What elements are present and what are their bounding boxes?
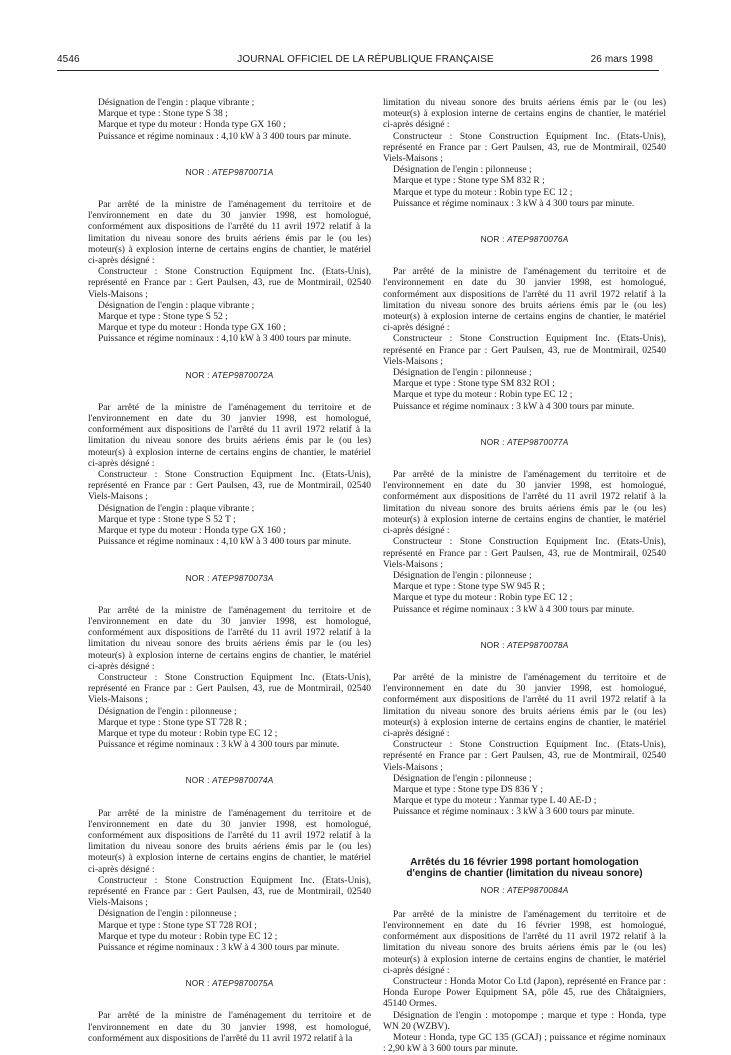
puissance-line: Puissance et régime nominaux : 3 kW à 4 300 tours par minute. bbox=[393, 604, 635, 615]
header-divider bbox=[57, 70, 659, 71]
marque-line: Marque et type : Stone type SM 832 R ; bbox=[393, 176, 545, 187]
constructeur-paragraph: Constructeur : Stone Construction Equipment Inc. (Etats-Unis), représenté en France par : Gert Paulsen, 43, rue de Montmirail, 02540 Viels-Maisons ; bbox=[88, 672, 371, 706]
puissance-line: Puissance et régime nominaux : 4,10 kW à 3 400 tours par minute. bbox=[98, 334, 352, 345]
designation-line: Désignation de l'engin : pilonneuse ; bbox=[393, 773, 532, 784]
designation-line: Désignation de l'engin : pilonneuse ; bbox=[393, 570, 532, 581]
marque-line: Marque et type : Stone type S 52 ; bbox=[98, 312, 228, 323]
moteur-line: Marque et type du moteur : Yanmar type L 40 AE-D ; bbox=[393, 796, 597, 807]
arrete-paragraph: Par arrêté de la ministre de l'aménagement du territoire et de l'environnement en date du 30 janvier 1998, est homologué, conformément aux dispositions de l'arrêté du 11 avril 1972 relatif à la bbox=[88, 1011, 371, 1044]
constructeur-paragraph: Constructeur : Stone Construction Equipment Inc. (Etats-Unis), représenté en France par : Gert Paulsen, 43, rue de Montmirail, 02540 Viels-Maisons ; bbox=[383, 740, 666, 773]
marque-line: Marque et type : Stone type SM 832 ROI ; bbox=[393, 379, 555, 390]
designation-line: Désignation de l'engin : pilonneuse ; bbox=[98, 706, 237, 717]
nor-reference: NOR : ATEP9870078A bbox=[480, 639, 569, 650]
nor-reference: NOR : ATEP9870072A bbox=[185, 369, 274, 380]
moteur-line: Marque et type du moteur : Robin type EC 12 ; bbox=[393, 187, 573, 198]
designation-line: Désignation de l'engin : plaque vibrante ; bbox=[98, 98, 255, 108]
journal-title: JOURNAL OFFICIEL DE LA RÉPUBLIQUE FRANÇAISE bbox=[237, 54, 494, 65]
arrete-paragraph: Par arrêté de la ministre de l'aménagement du territoire et de l'environnement en date du 30 janvier 1998, est homologué, conformément aux dispositions de l'arrêté du 11 avril 1972 relatif à la limitation du niveau sonore des bruits aériens émis par le (ou les) moteur(s) à explosion interne de certains engins de chantier, le matériel ci-après désigné : bbox=[88, 605, 371, 672]
arrete-paragraph: Par arrêté de la ministre de l'aménagement du territoire et de l'environnement en date du 16 février 1998, est homologué, conformément aux dispositions de l'arrêté du 11 avril 1972 relatif à la limitation du niveau sonore des bruits aériens émis par le (ou les) moteur(s) à explosion interne de certains engins de chantier, le matériel ci-après désigné : bbox=[383, 909, 666, 976]
nor-reference: NOR : ATEP9870074A bbox=[185, 775, 274, 786]
arrete-paragraph: Par arrêté de la ministre de l'aménagement du territoire et de l'environnement en date du 30 janvier 1998, est homologué, conformément aux dispositions de l'arrêté du 11 avril 1972 relatif à la limitation du niveau sonore des bruits aériens émis par le (ou les) moteur(s) à explosion interne de certains engins de chantier, le matériel ci-après désigné : bbox=[383, 267, 666, 334]
marque-line: Marque et type : Stone type SW 945 R ; bbox=[393, 582, 546, 593]
marque-line: Marque et type : Stone type S 38 ; bbox=[98, 109, 228, 120]
puissance-line: Puissance et régime nominaux : 3 kW à 4 300 tours par minute. bbox=[393, 401, 635, 412]
marque-line: Marque et type : Stone type DS 836 Y ; bbox=[393, 784, 543, 795]
designation-line: Désignation de l'engin : plaque vibrante ; bbox=[98, 300, 255, 311]
section-title: Arrêtés du 16 février 1998 portant homologation d'engins de chantier (limitation du niveau sonore) bbox=[406, 856, 643, 879]
moteur-line: Marque et type du moteur : Honda type GX 160 ; bbox=[98, 120, 286, 131]
puissance-line: Puissance et régime nominaux : 4,10 kW à 3 400 tours par minute. bbox=[98, 537, 352, 548]
marque-line: Marque et type : Stone type ST 728 ROI ; bbox=[98, 920, 257, 931]
puissance-line: Puissance et régime nominaux : 3 kW à 4 300 tours par minute. bbox=[98, 942, 340, 953]
moteur-line: Marque et type du moteur : Robin type EC 12 ; bbox=[98, 728, 278, 739]
right-column bbox=[383, 98, 666, 1055]
puissance-line: Puissance et régime nominaux : 3 kW à 4 300 tours par minute. bbox=[393, 198, 635, 209]
nor-reference: NOR : ATEP9870084A bbox=[480, 884, 569, 895]
arrete-paragraph: Par arrêté de la ministre de l'aménagement du territoire et de l'environnement en date du 30 janvier 1998, est homologué, conformément aux dispositions de l'arrêté du 11 avril 1972 relatif à la limitation du niveau sonore des bruits aériens émis par le (ou les) moteur(s) à explosion interne de certains engins de chantier, le matériel ci-après désigné : bbox=[88, 402, 371, 469]
left-column bbox=[88, 98, 371, 1045]
constructeur-paragraph: Constructeur : Stone Construction Equipment Inc. (Etats-Unis), représenté en France par : Gert Paulsen, 43, rue de Montmirail, 02540 Viels-Maisons ; bbox=[88, 470, 371, 503]
designation-line: Désignation de l'engin : pilonneuse ; bbox=[393, 165, 532, 176]
puissance-line: Puissance et régime nominaux : 3 kW à 3 600 tours par minute. bbox=[393, 807, 635, 818]
moteur-line: Marque et type du moteur : Honda type GX 160 ; bbox=[98, 323, 286, 334]
constructeur-paragraph: Constructeur : Stone Construction Equipment Inc. (Etats-Unis), représenté en France par : Gert Paulsen, 43, rue de Montmirail, 02540 Viels-Maisons ; bbox=[88, 875, 371, 909]
designation-line: Désignation de l'engin : plaque vibrante ; bbox=[98, 503, 255, 514]
moteur-line: Marque et type du moteur : Robin type EC 12 ; bbox=[393, 593, 573, 604]
moteur-line: Marque et type du moteur : Robin type EC 12 ; bbox=[98, 931, 278, 942]
constructeur-paragraph: Constructeur : Honda Motor Co Ltd (Japon), représenté en France par : Honda Europe Power Equipment SA, pôle 45, rue des Châtaigniers, 45140 Ormes. bbox=[383, 976, 666, 1010]
nor-reference: NOR : ATEP9870075A bbox=[185, 978, 274, 989]
constructeur-paragraph: Constructeur : Stone Construction Equipment Inc. (Etats-Unis), représenté en France par : Gert Paulsen, 43, rue de Montmirail, 02540 Viels-Maisons ; bbox=[383, 537, 666, 570]
arrete-paragraph: Par arrêté de la ministre de l'aménagement du territoire et de l'environnement en date du 30 janvier 1998, est homologué, conformément aux dispositions de l'arrêté du 11 avril 1972 relatif à la limitation du niveau sonore des bruits aériens émis par le (ou les) moteur(s) à explosion interne de certains engins de chantier, le matériel ci-après désigné : bbox=[383, 672, 666, 739]
arrete-paragraph: Par arrêté de la ministre de l'aménagement du territoire et de l'environnement en date du 30 janvier 1998, est homologué, conformément aux dispositions de l'arrêté du 11 avril 1972 relatif à la limitation du niveau sonore des bruits aériens émis par le (ou les) moteur(s) à explosion interne de certains engins de chantier, le matériel ci-après désigné : bbox=[88, 200, 371, 267]
designation-line: Désignation de l'engin : pilonneuse ; bbox=[98, 909, 237, 920]
moteur-line: Marque et type du moteur : Robin type EC 12 ; bbox=[393, 390, 573, 401]
nor-reference: NOR : ATEP9870076A bbox=[480, 234, 569, 245]
arrete-paragraph: Par arrêté de la ministre de l'aménagement du territoire et de l'environnement en date du 30 janvier 1998, est homologué, conformément aux dispositions de l'arrêté du 11 avril 1972 relatif à la limitation du niveau sonore des bruits aériens émis par le (ou les) moteur(s) à explosion interne de certains engins de chantier, le matériel ci-après désigné : bbox=[88, 808, 371, 875]
issue-date: 26 mars 1998 bbox=[590, 54, 653, 65]
page-header bbox=[0, 0, 731, 78]
designation-line: Désignation de l'engin : pilonneuse ; bbox=[393, 368, 532, 379]
nor-reference: NOR : ATEP9870073A bbox=[185, 572, 274, 583]
nor-reference: NOR : ATEP9870077A bbox=[480, 436, 569, 447]
puissance-line: Puissance et régime nominaux : 4,10 kW à 3 400 tours par minute. bbox=[98, 131, 352, 142]
arrete-paragraph-continued: limitation du niveau sonore des bruits aériens émis par le (ou les) moteur(s) à explosion interne de certains engins de chantier, le matériel ci-après désigné : bbox=[383, 98, 666, 131]
page-number: 4546 bbox=[57, 54, 80, 65]
arrete-paragraph: Par arrêté de la ministre de l'aménagement du territoire et de l'environnement en date du 30 janvier 1998, est homologué, conformément aux dispositions de l'arrêté du 11 avril 1972 relatif à la limitation du niveau sonore des bruits aériens émis par le (ou les) moteur(s) à explosion interne de certains engins de chantier, le matériel ci-après désigné : bbox=[383, 470, 666, 537]
constructeur-paragraph: Constructeur : Stone Construction Equipment Inc. (Etats-Unis), représenté en France par : Gert Paulsen, 43, rue de Montmirail, 02540 Viels-Maisons ; bbox=[383, 334, 666, 367]
constructeur-paragraph: Constructeur : Stone Construction Equipment Inc. (Etats-Unis), représenté en France par : Gert Paulsen, 43, rue de Montmirail, 02540 Viels-Maisons ; bbox=[88, 267, 371, 300]
puissance-line: Puissance et régime nominaux : 3 kW à 4 300 tours par minute. bbox=[98, 740, 340, 751]
marque-line: Marque et type : Stone type S 52 T ; bbox=[98, 514, 236, 525]
constructeur-paragraph: Constructeur : Stone Construction Equipment Inc. (Etats-Unis), représenté en France par : Gert Paulsen, 43, rue de Montmirail, 02540 Viels-Maisons ; bbox=[383, 131, 666, 165]
nor-reference: NOR : ATEP9870071A bbox=[185, 166, 274, 177]
designation-line: Désignation de l'engin : motopompe ; marque et type : Honda, type WN 20 (WZBV). bbox=[383, 1010, 666, 1032]
moteur-line: Moteur : Honda, type GC 135 (GCAJ) ; puissance et régime nominaux : 2,90 kW à 3 600 tours par minute. bbox=[383, 1033, 666, 1055]
marque-line: Marque et type : Stone type ST 728 R ; bbox=[98, 717, 247, 728]
moteur-line: Marque et type du moteur : Honda type GX 160 ; bbox=[98, 526, 286, 537]
